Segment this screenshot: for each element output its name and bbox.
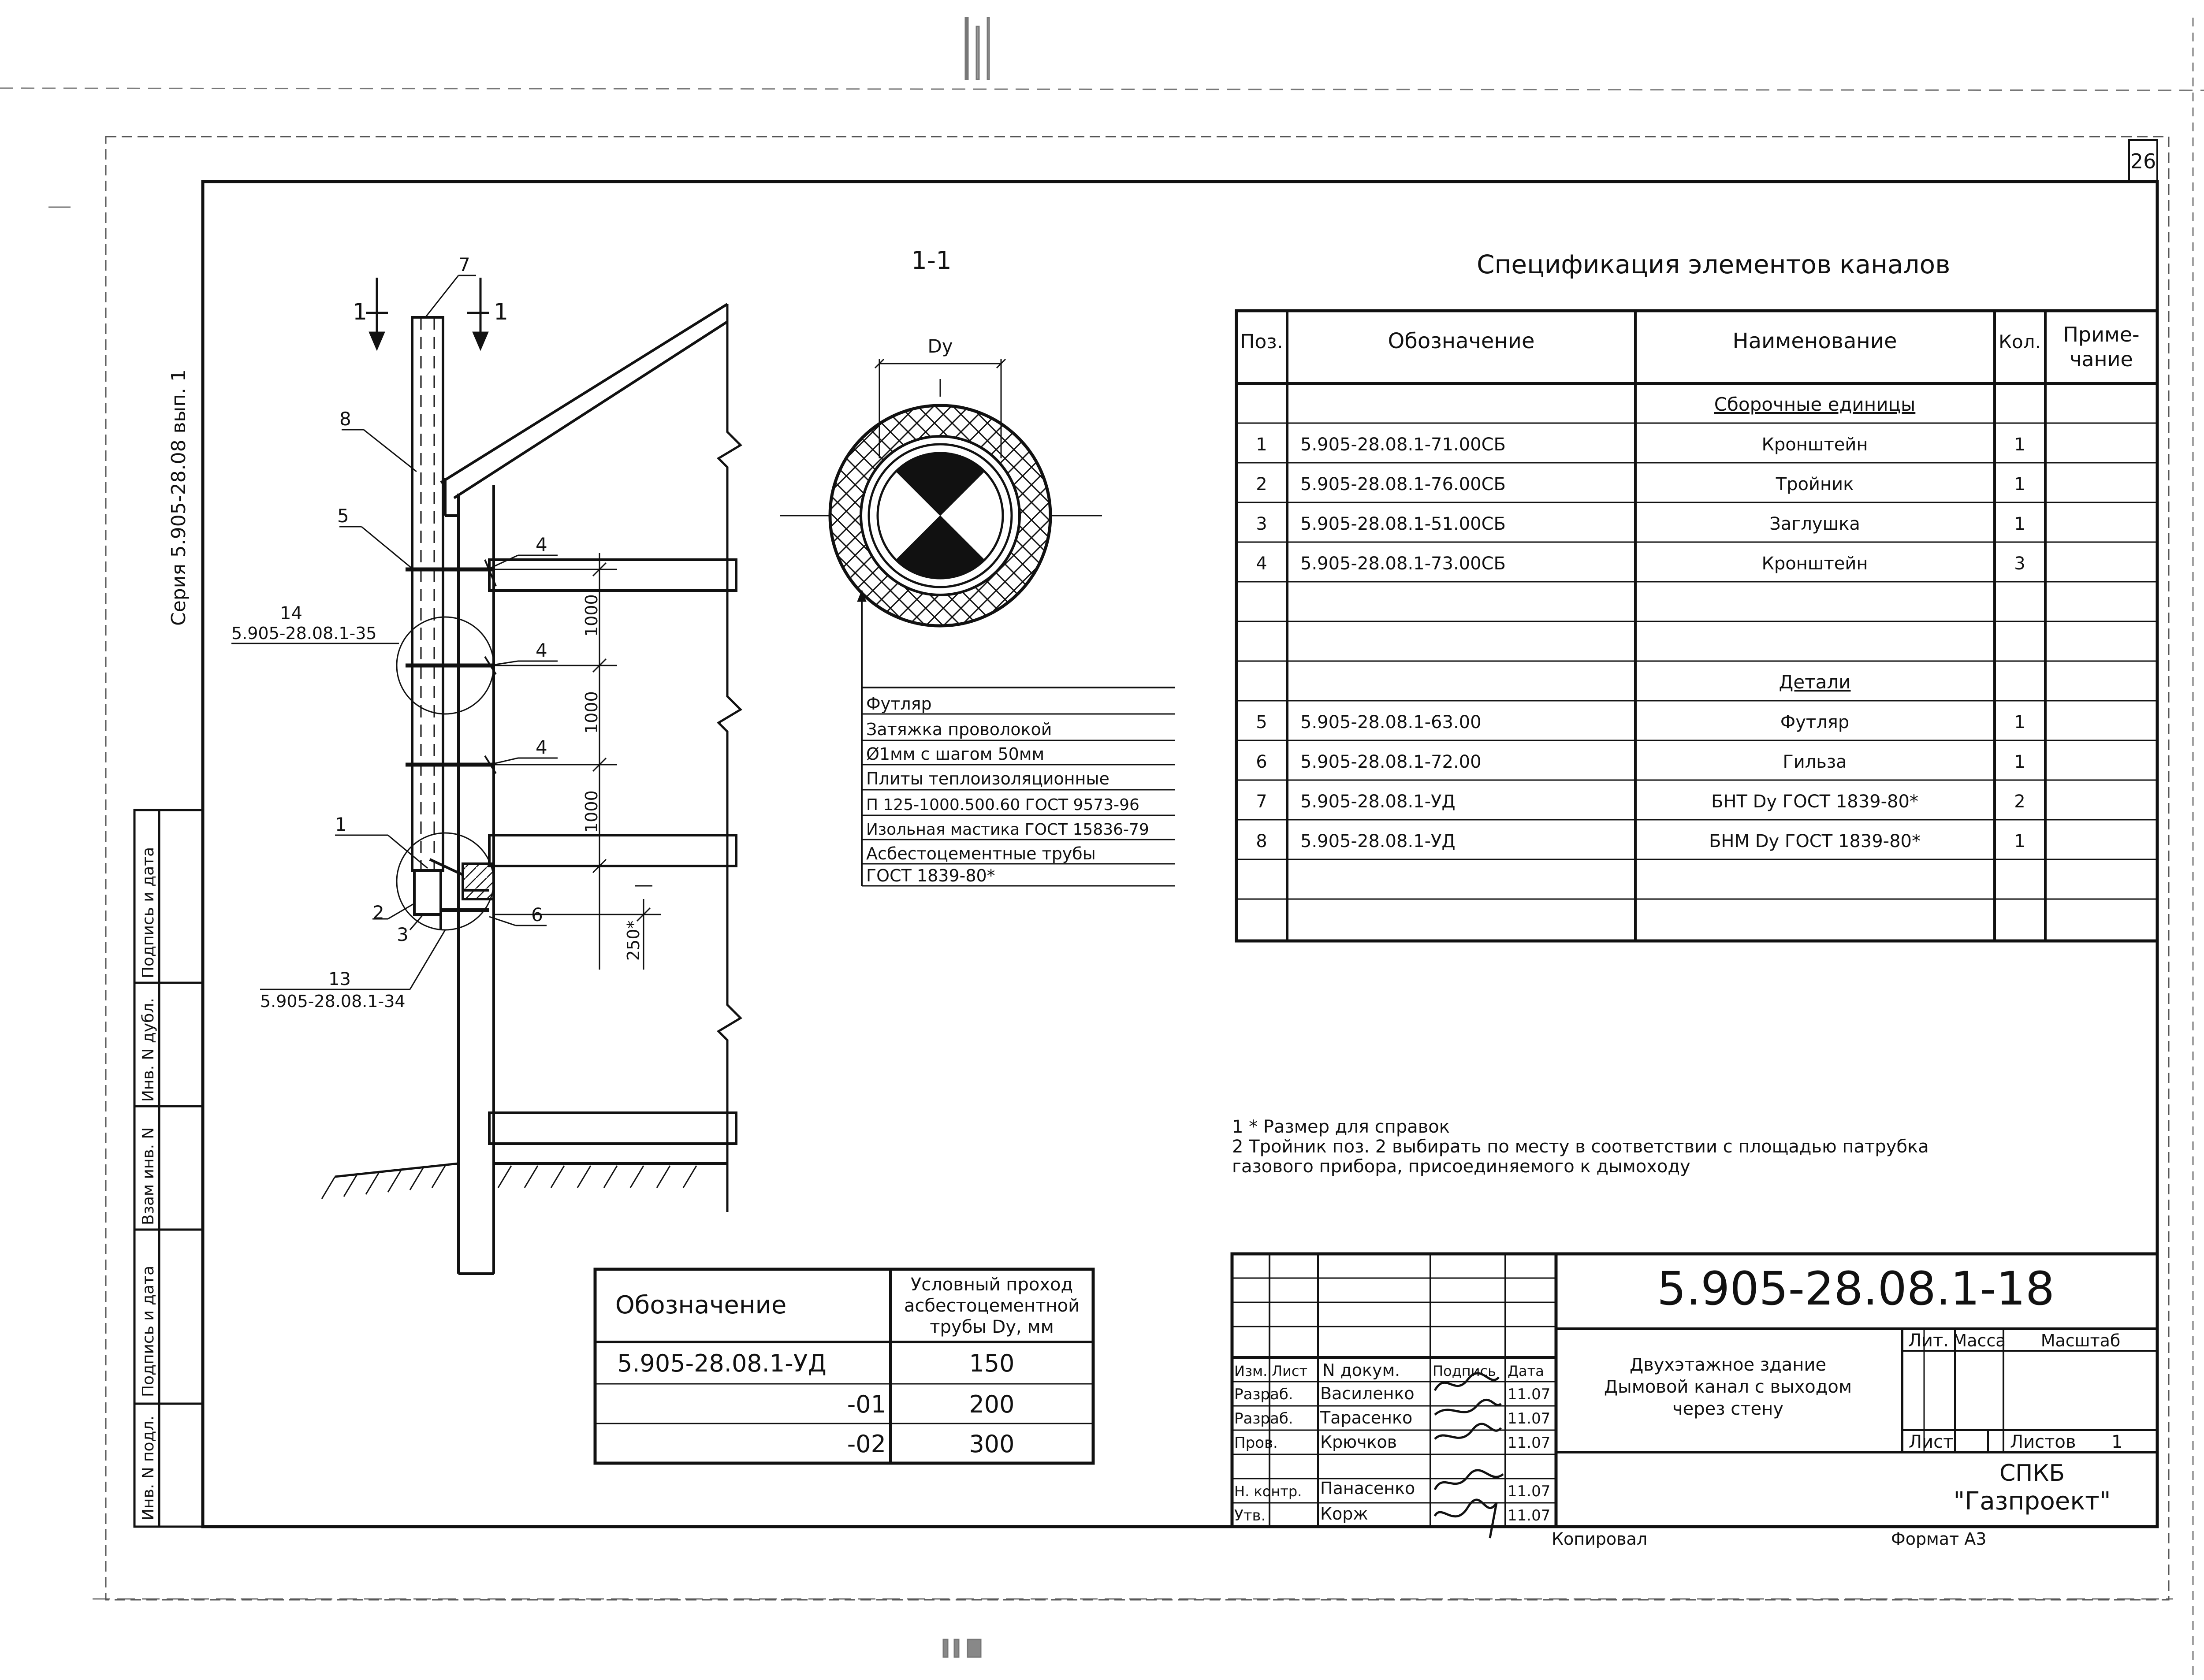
variants-header-dy-1: Условный проход	[910, 1275, 1073, 1295]
title-line-2: Дымовой канал с выходом	[1604, 1377, 1852, 1397]
spec-row-code: 5.905-28.08.1-72.00	[1300, 752, 1482, 772]
stamp-role-2: Разраб.	[1234, 1410, 1293, 1427]
callout-13: 13	[328, 969, 351, 989]
callout-7: 7	[458, 254, 470, 275]
wall-brackets	[406, 569, 494, 765]
stamp-org-2: "Газпроект"	[1953, 1487, 2111, 1516]
spec-row-pos: 6	[1256, 752, 1267, 772]
callout-6: 6	[531, 904, 543, 925]
spec-row-qty: 3	[2014, 554, 2025, 574]
side-stamp-1: Инв. N подл.	[139, 1416, 157, 1520]
note-2: 2 Тройник поз. 2 выбирать по месту в соответствии с площадью патрубка	[1232, 1137, 1929, 1157]
note-3: газового прибора, присоединяемого к дымоходу	[1232, 1156, 1690, 1177]
roof-line	[441, 304, 727, 483]
stamp-name-3: Крючков	[1320, 1432, 1397, 1452]
legend-line-2: Затяжка проволокой	[866, 720, 1052, 739]
spec-section-heading: Сборочные единицы	[1714, 394, 1916, 415]
break-line	[719, 304, 741, 1212]
spec-row-code: 5.905-28.08.1-УД	[1300, 831, 1456, 851]
stamp-role-1: Разраб.	[1234, 1386, 1293, 1403]
spec-row-name: Тройник	[1776, 474, 1854, 494]
stamp-col-date: Дата	[1508, 1363, 1544, 1379]
series-label: Серия 5.905-28.08 вып. 1	[168, 369, 190, 626]
stamp-col-sign: Подпись	[1433, 1363, 1496, 1379]
outer-frame	[106, 137, 2169, 1600]
spec-row-name: Кронштейн	[1761, 554, 1868, 574]
legend-line-8: ГОСТ 1839-80*	[866, 866, 995, 885]
signatures	[1435, 1373, 1503, 1538]
variants-row-1-code: 5.905-28.08.1-УД	[617, 1349, 826, 1377]
title-line-3: через стену	[1672, 1399, 1783, 1419]
stamp-date-3: 11.07	[1508, 1434, 1551, 1452]
stamp-col-izm: Изм.	[1234, 1363, 1268, 1379]
note-1: 1 * Размер для справок	[1232, 1117, 1450, 1137]
callout-8: 8	[339, 408, 351, 430]
dimension-2: 1000	[582, 691, 601, 734]
stamp-date-5: 11.07	[1508, 1507, 1551, 1524]
dimension-3: 1000	[582, 790, 601, 833]
callout-3: 3	[397, 924, 409, 945]
spec-row-name: Футляр	[1780, 712, 1850, 732]
spec-row-qty: 1	[2014, 712, 2025, 732]
spec-row-qty: 1	[2014, 831, 2025, 851]
stamp-role-5: Утв.	[1234, 1507, 1266, 1524]
callout-4c: 4	[536, 736, 547, 758]
side-stamp-4: Инв. N дубл.	[139, 998, 157, 1102]
stamp-col-list: Лист	[1272, 1363, 1308, 1379]
spec-row-name: Гильза	[1783, 752, 1847, 772]
variants-row-1-dy: 150	[969, 1349, 1015, 1377]
spec-row-qty: 1	[2014, 474, 2025, 494]
stamp-sheets-value: 1	[2111, 1432, 2123, 1452]
spec-row-code: 5.905-28.08.1-73.00СБ	[1300, 554, 1506, 574]
spec-row-code: 5.905-28.08.1-71.00СБ	[1300, 435, 1506, 455]
variants-row-2-code: -01	[847, 1390, 886, 1418]
spec-row-pos: 3	[1256, 514, 1267, 534]
side-stamp-5: Подпись и дата	[139, 847, 157, 978]
tee-assembly	[414, 859, 494, 930]
callout-4a: 4	[536, 534, 547, 555]
title-line-1: Двухэтажное здание	[1629, 1355, 1827, 1375]
callout-2: 2	[372, 902, 384, 923]
variants-header-code: Обозначение	[615, 1291, 787, 1319]
stamp-role-3: Пров.	[1234, 1434, 1278, 1452]
floor-slab-upper	[489, 560, 736, 591]
dimension-chain	[494, 553, 661, 970]
spec-header-name: Наименование	[1732, 329, 1897, 353]
spec-row-code: 5.905-28.08.1-УД	[1300, 792, 1456, 812]
doc-code: 5.905-28.08.1-18	[1657, 1262, 2055, 1316]
stamp-org-1: СПКБ	[1999, 1460, 2065, 1487]
callout-14-ref: 5.905-28.08.1-35	[231, 624, 377, 643]
spec-title: Спецификация элементов каналов	[1477, 249, 1951, 279]
spec-row-pos: 5	[1256, 712, 1267, 732]
side-stamp-3: Взам инв. N	[139, 1127, 157, 1225]
callout-13-ref: 5.905-28.08.1-34	[260, 992, 406, 1011]
legend-line-1: Футляр	[866, 694, 932, 714]
section-cut-marks	[366, 278, 489, 348]
spec-row-pos: 7	[1256, 792, 1267, 812]
spec-row-qty: 2	[2014, 792, 2025, 812]
variants-row-3-dy: 300	[969, 1430, 1015, 1458]
stamp-scale: Масштаб	[2040, 1331, 2121, 1350]
floor-slab-middle	[489, 835, 736, 866]
dy-label: Dy	[927, 335, 953, 357]
stamp-mass: Масса	[1952, 1331, 2006, 1350]
stamp-name-5: Корж	[1320, 1504, 1368, 1524]
spec-row-name: Кронштейн	[1761, 435, 1868, 455]
stamp-copied: Копировал	[1552, 1529, 1648, 1549]
spec-row-name: БНМ Dy ГОСТ 1839-80*	[1709, 831, 1921, 851]
spec-row-code: 5.905-28.08.1-51.00СБ	[1300, 514, 1506, 534]
stamp-name-2: Тарасенко	[1320, 1408, 1413, 1427]
spec-header-note: Приме-чание	[2063, 323, 2140, 371]
dimension-4: 250*	[624, 920, 643, 961]
stamp-name-1: Василенко	[1320, 1384, 1415, 1403]
stamp-date-2: 11.07	[1508, 1410, 1551, 1427]
variants-header-dy-2: асбестоцементной	[904, 1296, 1080, 1316]
spec-row-qty: 1	[2014, 752, 2025, 772]
stamp-sheets-label: Листов	[2010, 1432, 2076, 1452]
section-title: 1-1	[911, 246, 952, 275]
variants-header-dy-3: трубы Dy, мм	[930, 1317, 1054, 1337]
stamp-name-4: Панасенко	[1320, 1479, 1415, 1498]
stamp-date-1: 11.07	[1508, 1386, 1551, 1403]
spec-section-heading: Детали	[1779, 671, 1851, 693]
spec-row-code: 5.905-28.08.1-63.00	[1300, 712, 1482, 732]
spec-row-qty: 1	[2014, 435, 2025, 455]
variants-row-2-dy: 200	[969, 1390, 1015, 1418]
variants-row-3-code: -02	[847, 1430, 886, 1458]
chimney-pipe	[412, 317, 443, 870]
callout-4b: 4	[536, 639, 547, 661]
legend-line-7: Асбестоцементные трубы	[866, 844, 1096, 863]
floor-slab-ground	[489, 1113, 736, 1144]
spec-row-pos: 1	[1256, 435, 1267, 455]
spec-row-pos: 4	[1256, 554, 1267, 574]
stamp-date-4: 11.07	[1508, 1483, 1551, 1500]
spec-row-code: 5.905-28.08.1-76.00СБ	[1300, 474, 1506, 494]
spec-header-qty: Кол.	[1999, 331, 2041, 353]
spec-row-pos: 2	[1256, 474, 1267, 494]
section-mark-right: 1	[494, 299, 509, 325]
callout-14: 14	[280, 603, 302, 624]
spec-row-qty: 1	[2014, 514, 2025, 534]
stamp-sheet-label: Лист	[1909, 1432, 1954, 1452]
legend-line-4: Плиты теплоизоляционные	[866, 769, 1109, 788]
spec-row-name: БНТ Dy ГОСТ 1839-80*	[1711, 792, 1918, 812]
callout-5: 5	[337, 505, 349, 527]
dimension-1: 1000	[582, 594, 601, 637]
stamp-col-doc: N докум.	[1322, 1360, 1400, 1380]
stamp-lit: Лит.	[1908, 1331, 1949, 1351]
spec-row-name: Заглушка	[1769, 514, 1860, 534]
legend-line-6: Изольная мастика ГОСТ 15836-79	[866, 821, 1149, 839]
side-stamp-2: Подпись и дата	[139, 1265, 157, 1397]
legend-line-5: П 125-1000.500.60 ГОСТ 9573-96	[866, 796, 1139, 814]
page-number: 26	[2130, 149, 2156, 173]
elevation-view	[231, 275, 741, 1274]
spec-row-pos: 8	[1256, 831, 1267, 851]
stamp-role-4: Н. контр.	[1234, 1483, 1302, 1500]
callout-1: 1	[335, 814, 347, 835]
spec-header-pos: Поз.	[1240, 331, 1283, 353]
spec-header-code: Обозначение	[1388, 329, 1535, 353]
section-mark-left: 1	[353, 299, 368, 325]
stamp-format: Формат А3	[1891, 1529, 1987, 1549]
legend-line-3: Ø1мм с шагом 50мм	[866, 744, 1045, 764]
